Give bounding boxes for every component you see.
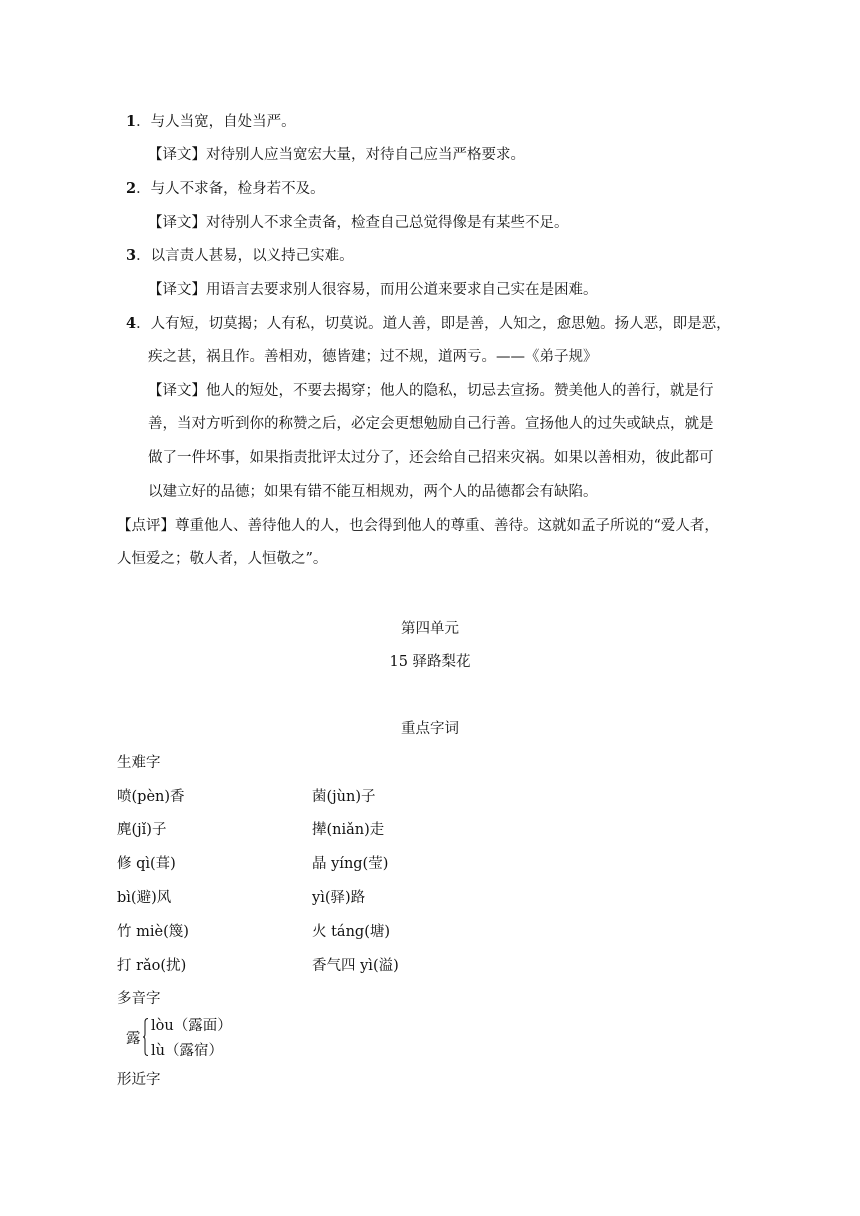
vocab-item: 打 rǎo(扰) [117,958,187,974]
item-1-translation: 【译文】对待别人应当宽宏大量，对待自己应当严格要求。 [148,147,525,163]
item-4-continuation: 疾之甚，祸且作。善相劝，德皆建；过不规，道两亏。——《弟子规》 [148,349,598,365]
polyphone-reading: lù（露宿） [151,1043,223,1059]
comment-line: 【点评】尊重他人、善待他人的人，也会得到他人的尊重、善待。这就如孟子所说的“爱人者， [117,518,719,534]
subsection-heading: 形近字 [117,1072,161,1088]
item-4-translation-line: 【译文】他人的短处，不要去揭穿；他人的隐私，切忌去宣扬。赞美他人的善行，就是行 [148,383,714,399]
item-number: 2 [126,180,137,197]
vocab-item: 撵(niǎn)走 [312,822,385,838]
polyphone-reading: lòu（露面） [151,1018,232,1034]
item-3 [126,246,354,266]
vocab-item: 竹 miè(篾) [117,924,189,940]
item-text: ．人有短，切莫揭；人有私，切莫说。道人善，即是善，人知之，愈思勉。扬人恶，即是恶， [136,316,731,332]
polyphone-char: 露 [126,1031,141,1047]
vocab-item: yì(驿)路 [312,890,366,906]
vocab-item: 麂(jǐ)子 [117,822,167,838]
comment-line: 人恒爱之；敬人者，人恒敬之”。 [117,551,328,567]
item-2 [126,179,325,199]
vocab-item: 菌(jùn)子 [312,789,376,805]
item-number: 3 [126,247,137,264]
vocab-item: 火 táng(塘) [312,924,391,940]
vocab-item: 晶 yíng(莹) [312,856,389,872]
item-text: ．与人不求备，检身若不及。 [136,181,325,197]
vocab-item: bì(避)风 [117,890,172,906]
item-2-translation: 【译文】对待别人不求全责备，检查自己总觉得像是有某些不足。 [148,215,569,231]
vocab-item: 修 qì(葺) [117,856,176,872]
item-4-translation-line: 善，当对方听到你的称赞之后，必定会更想勉励自己行善。宣扬他人的过失或缺点，就是 [148,416,714,432]
brace-icon [143,1018,148,1056]
item-text: ．以言责人甚易，以义持己实难。 [136,248,354,264]
item-number: 1 [126,113,137,130]
vocab-item: 喷(pèn)香 [117,789,185,805]
item-3-translation: 【译文】用语言去要求别人很容易，而用公道来要求自己实在是困难。 [148,282,598,298]
polyphone-group [126,1016,266,1062]
item-4-translation-line: 做了一件坏事，如果指责批评太过分了，还会给自己招来灾祸。如果以善相劝，彼此都可 [148,450,714,466]
item-1 [126,112,296,132]
vocab-item: 香气四 yì(溢) [312,958,399,974]
section-title: 重点字词 [401,721,459,737]
unit-title: 第四单元 [401,621,459,637]
item-number: 4 [126,315,137,332]
item-4 [126,314,731,334]
subsection-heading: 多音字 [117,991,161,1007]
lesson-title: 15 驿路梨花 [389,654,471,670]
item-4-translation-line: 以建立好的品德；如果有错不能互相规劝，两个人的品德都会有缺陷。 [148,484,598,500]
subsection-heading: 生难字 [117,755,161,771]
item-text: ．与人当宽，自处当严。 [136,114,296,130]
